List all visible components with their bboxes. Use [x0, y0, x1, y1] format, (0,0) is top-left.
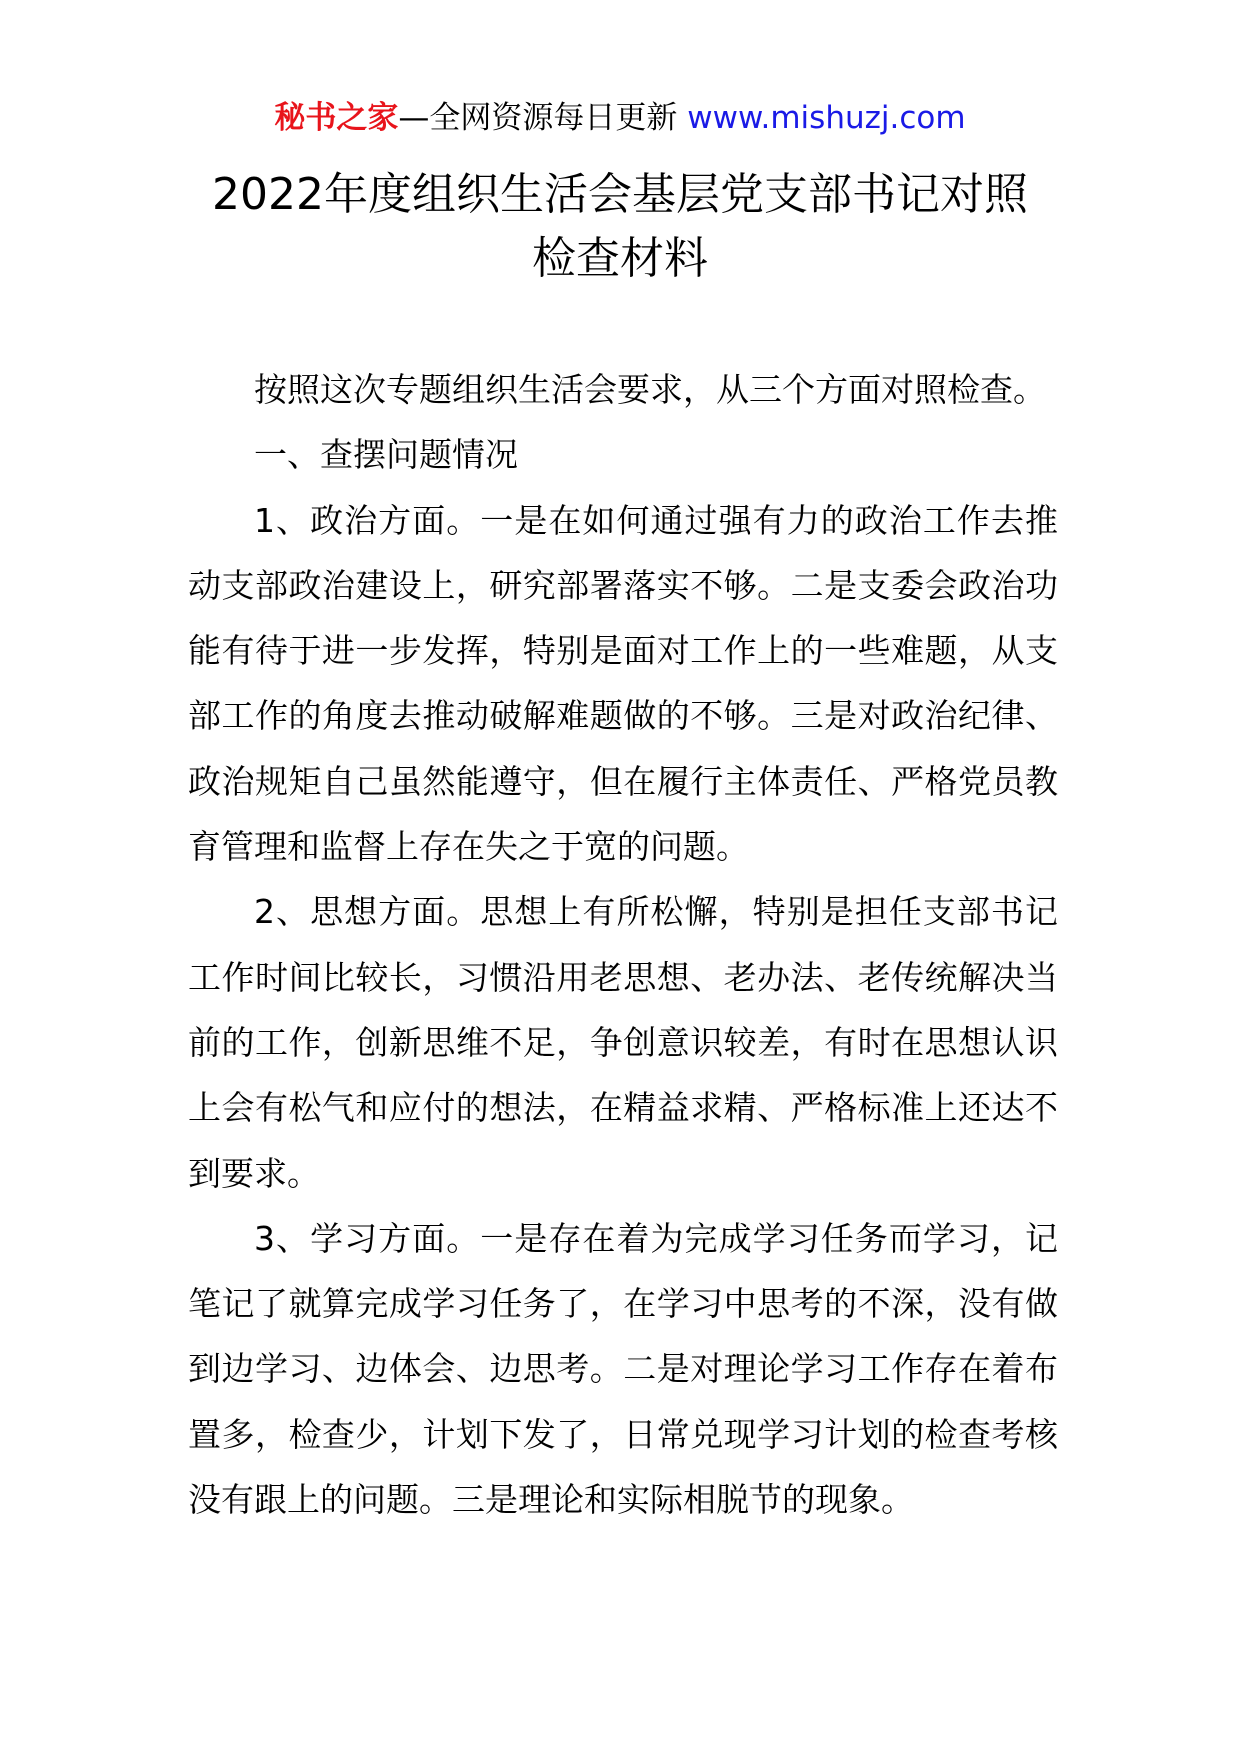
section-heading: 一、查摆问题情况 [254, 435, 518, 475]
watermark-header [0, 98, 1240, 138]
brand-name: 秘书之家 [274, 100, 399, 136]
political-paragraph: 1、政治方面。一是在如何通过强有力的政治工作去推动支部政治建设上，研究部署落实不够。二是支委会政治功能有待于进一步发挥，特别是面对工作上的一些难题，从支部工作的角度去推动破解难题做的不够。三是对政治纪律、政治规矩自己虽然能遵守，但在履行主体责任、严格党员教育管理和监督上存在失之于宽的问题。 [188, 500, 1058, 867]
title-line-2: 检查材料 [532, 233, 708, 284]
header-slogan: —全网资源每日更新 [398, 100, 678, 136]
document-body [188, 357, 1058, 1532]
document-title [0, 163, 1240, 291]
ideology-paragraph: 2、思想方面。思想上有所松懈，特别是担任支部书记工作时间比较长，习惯沿用老思想、老办法、老传统解决当前的工作，创新思维不足，争创意识较差，有时在思想认识上会有松气和应付的想法，在精益求精、严格标准上还达不到要求。 [188, 892, 1058, 1193]
study-paragraph: 3、学习方面。一是存在着为完成学习任务而学习，记笔记了就算完成学习任务了，在学习中思考的不深，没有做到边学习、边体会、边思考。二是对理论学习工作存在着布置多，检查少，计划下发了，日常兑现学习计划的检查考核没有跟上的问题。三是理论和实际相脱节的现象。 [188, 1218, 1058, 1520]
title-line-1: 2022年度组织生活会基层党支部书记对照 [212, 169, 1028, 220]
intro-paragraph: 按照这次专题组织生活会要求，从三个方面对照检查。 [254, 370, 1046, 409]
site-url-link[interactable]: www.mishuzj.com [687, 100, 966, 136]
